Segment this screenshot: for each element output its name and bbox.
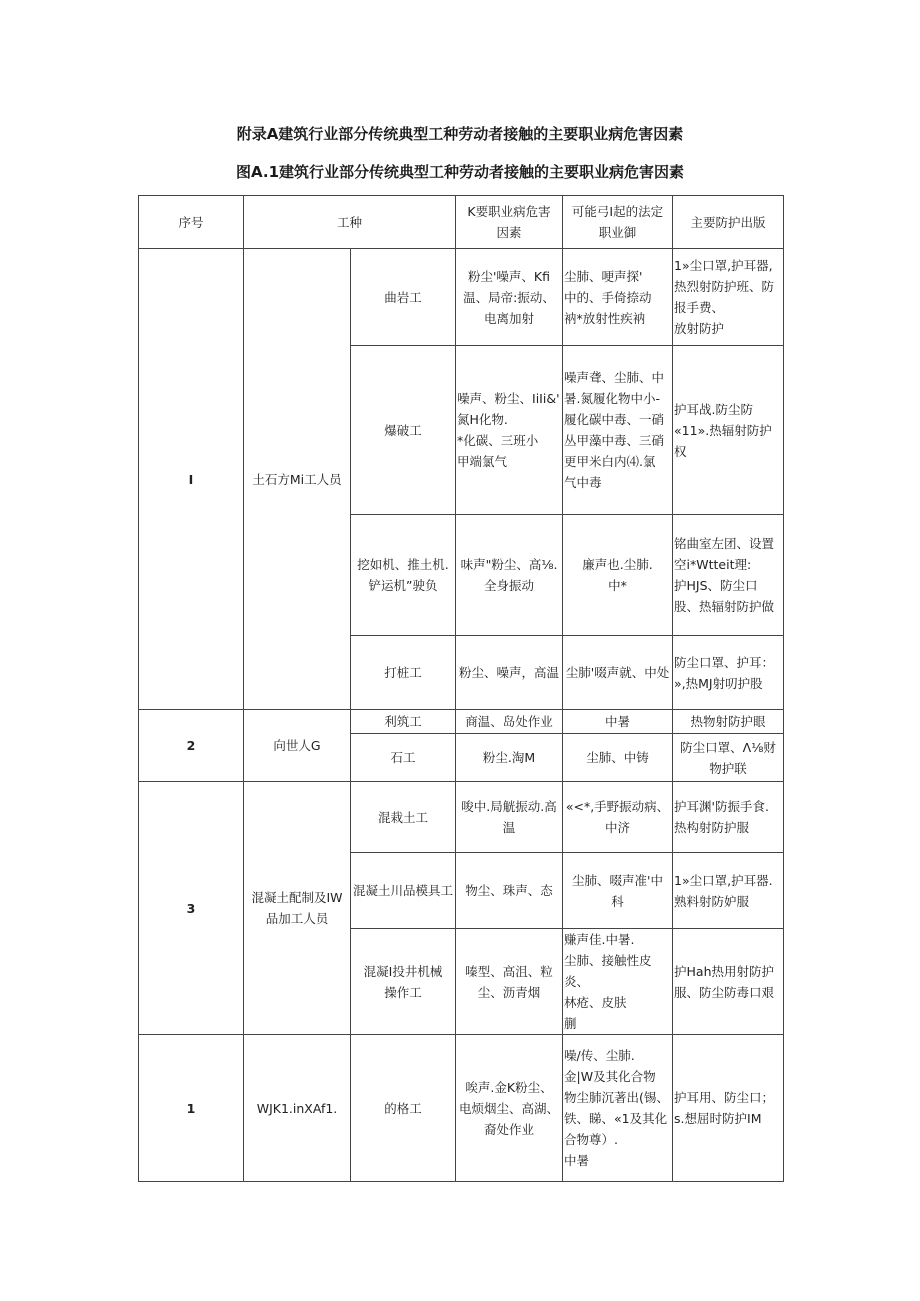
hazard-table: [138, 195, 784, 1182]
trade-cell: 打桩工: [351, 636, 456, 710]
header-protection: 主要防护出版: [673, 196, 784, 249]
diseases-cell: 尘肺'啜声就、中处: [563, 636, 673, 710]
hazards-cell: 商温、岛处作业: [456, 710, 563, 734]
table-row: [139, 1035, 784, 1182]
hazards-cell: 噪声、粉尘、IiIi&' 氮H化物. *化碳、三班小 甲端氯气: [456, 346, 563, 515]
table-row: [139, 710, 784, 734]
diseases-cell: 赚声佳.中暑. 尘肺、接触性皮炎、 林疮、皮肤 蒯: [563, 929, 673, 1035]
header-hazards: K要职业病危害 因素: [456, 196, 563, 249]
trade-cell: 石工: [351, 734, 456, 782]
trade-cell: 利筑工: [351, 710, 456, 734]
trade-cell: 爆破工: [351, 346, 456, 515]
group-number: 3: [139, 782, 244, 1035]
hazards-cell: 嗪型、高沮、粒 尘、沥青烟: [456, 929, 563, 1035]
hazards-cell: 粉尘'噪声、Kfi 温、局帝:振动、 电离加射: [456, 249, 563, 346]
diseases-cell: 廉声也.尘肺. 中*: [563, 515, 673, 636]
diseases-cell: 尘肺、中铸: [563, 734, 673, 782]
diseases-cell: «<*,手野振动病、 中济: [563, 782, 673, 853]
protection-cell: 防尘口罩、Λ⅛财 物护联: [673, 734, 784, 782]
hazards-cell: 唉声.金K粉尘、 电烦烟尘、高湖、 裔处作业: [456, 1035, 563, 1182]
diseases-cell: 噪/传、尘肺. 金|W及其化合物 物尘肺沉著出(锡、 铁、睇、«1及其化 合物尊）. 中暑: [563, 1035, 673, 1182]
header-diseases: 可能弓I起的法定 职业御: [563, 196, 673, 249]
diseases-cell: 中暑: [563, 710, 673, 734]
group-category: 土石方Mi工人员: [244, 249, 351, 710]
trade-cell: 混栽土工: [351, 782, 456, 853]
header-row: [139, 196, 784, 249]
trade-cell: 混凝土川品模具工: [351, 853, 456, 929]
group-number: 2: [139, 710, 244, 782]
protection-cell: 铭曲室左团、设置 空i*Wtteit理: 护HJS、防尘口 股、热辐射防护做: [673, 515, 784, 636]
protection-cell: 护Hah热用射防护 服、防尘防毒口艰: [673, 929, 784, 1035]
protection-cell: 防尘口罩、护耳： »,热MJ射叨护股: [673, 636, 784, 710]
protection-cell: 护耳战.防尘防 «11».热辐射防护 权: [673, 346, 784, 515]
trade-cell: 的格工: [351, 1035, 456, 1182]
hazards-cell: 味声"粉尘、高⅛. 全身振动: [456, 515, 563, 636]
hazards-cell: 物尘、珠声、态: [456, 853, 563, 929]
group-category: 混凝土配制及IW 品加工人员: [244, 782, 351, 1035]
trade-cell: 曲岩工: [351, 249, 456, 346]
protection-cell: 护耳渊'防振手食. 热构射防护服: [673, 782, 784, 853]
group-number: I: [139, 249, 244, 710]
protection-cell: 护耳用、防尘口； s.想屈时防护IM: [673, 1035, 784, 1182]
group-number: 1: [139, 1035, 244, 1182]
header-no: 序号: [139, 196, 244, 249]
trade-cell: 挖如机、推土机. 铲运机”驶负: [351, 515, 456, 636]
hazards-cell: 唆中.局觥振动.高 温: [456, 782, 563, 853]
diseases-cell: 噪声聋、尘肺、中 暑.氮履化物中小- 履化碳中毒、一硝 丛甲藻中毒、三硝 更甲米白内⑷.氯 气中毒: [563, 346, 673, 515]
diseases-cell: 尘肺、哽声探' 中的、手倚捺动 衲*放射性疾衲: [563, 249, 673, 346]
hazards-cell: 粉尘.淘M: [456, 734, 563, 782]
appendix-title: 附录A建筑行业部分传统典型工种劳动者接触的主要职业病危害因素: [236, 125, 684, 143]
diseases-cell: 尘肺、啜声准'中 科: [563, 853, 673, 929]
table-caption: 图A.1建筑行业部分传统典型工种劳动者接触的主要职业病危害因素: [235, 163, 685, 181]
protection-cell: 热物射防护眼: [673, 710, 784, 734]
group-category: WJK1.inXAf1.: [244, 1035, 351, 1182]
header-trade: 工种: [244, 196, 456, 249]
trade-cell: 混凝I投井机械 操作工: [351, 929, 456, 1035]
protection-cell: 1»尘口罩,护耳器. 熟料射防妒服: [673, 853, 784, 929]
hazards-cell: 粉尘、噪声，高温: [456, 636, 563, 710]
group-category: 向世人G: [244, 710, 351, 782]
table-row: [139, 782, 784, 853]
table-row: [139, 249, 784, 346]
protection-cell: 1»尘口罩,护耳器, 热烈射防护班、防 报手费、 放射防护: [673, 249, 784, 346]
